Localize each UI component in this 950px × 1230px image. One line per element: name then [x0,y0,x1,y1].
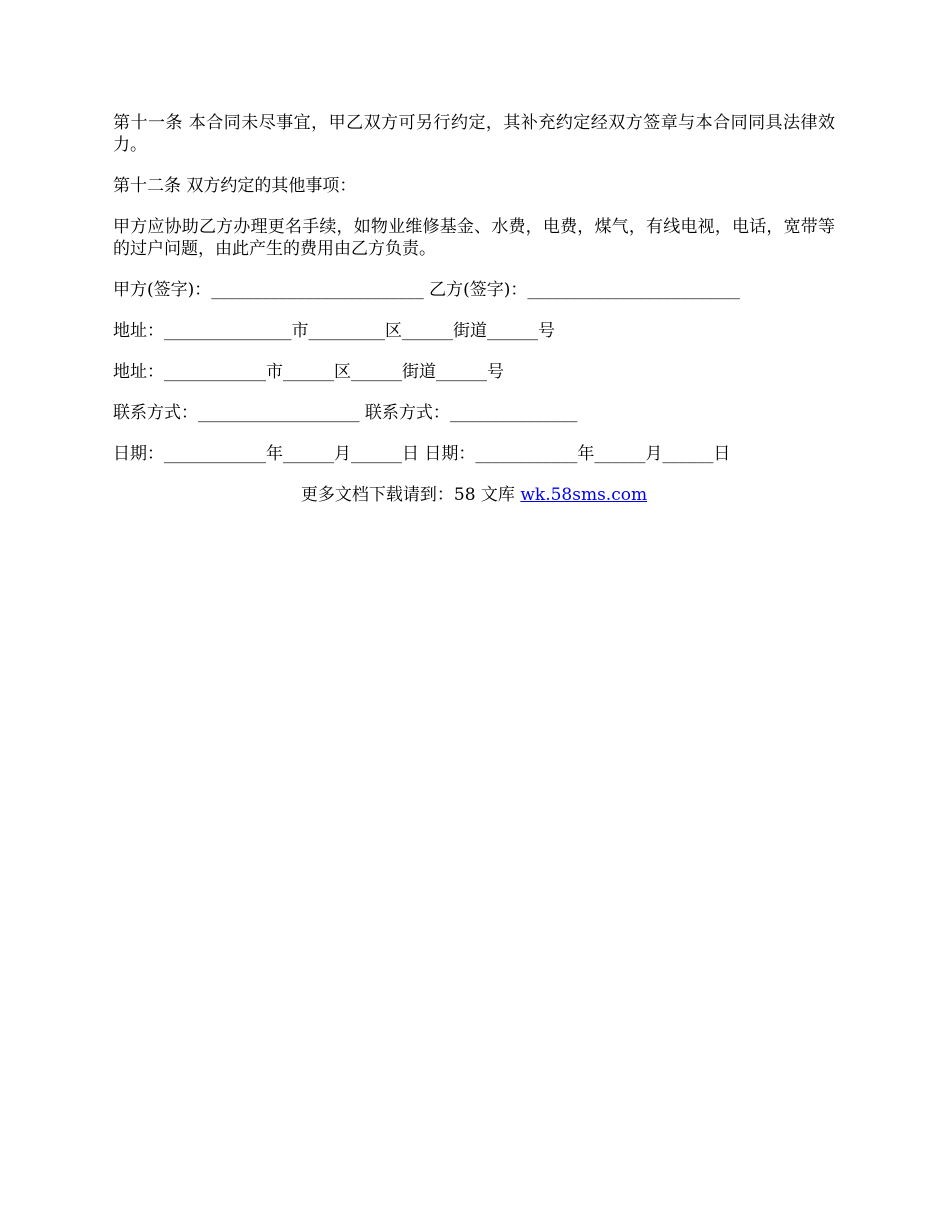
address-line-b: 地址：____________市______区______街道______号 [113,362,504,382]
article-12: 第十二条 双方约定的其他事项： [113,176,357,196]
footer-link[interactable]: wk.58sms.com [520,485,648,505]
assist-clause: 甲方应协助乙方办理更名手续，如物业维修基金、水费，电费，煤气，有线电视，电话，宽带等的过户问题，由此产生的费用由乙方负责。 [113,217,835,259]
document-page [113,112,835,506]
signature-line: 甲方(签字)：_________________________ 乙方(签字)：_________________________ [113,280,740,300]
date-line: 日期：____________年______月______日 日期：____________年______月______日 [113,444,731,464]
article-11: 第十一条 本合同未尽事宜，甲乙双方可另行约定，其补充约定经双方签章与本合同同具法律效力。 [113,113,835,155]
footer-text: 更多文档下载请到：58 文库 [300,485,521,505]
address-line-a: 地址：_______________市_________区______街道______号 [113,321,555,341]
contact-line: 联系方式：___________________ 联系方式：_______________ [113,403,578,423]
footer [113,484,835,506]
